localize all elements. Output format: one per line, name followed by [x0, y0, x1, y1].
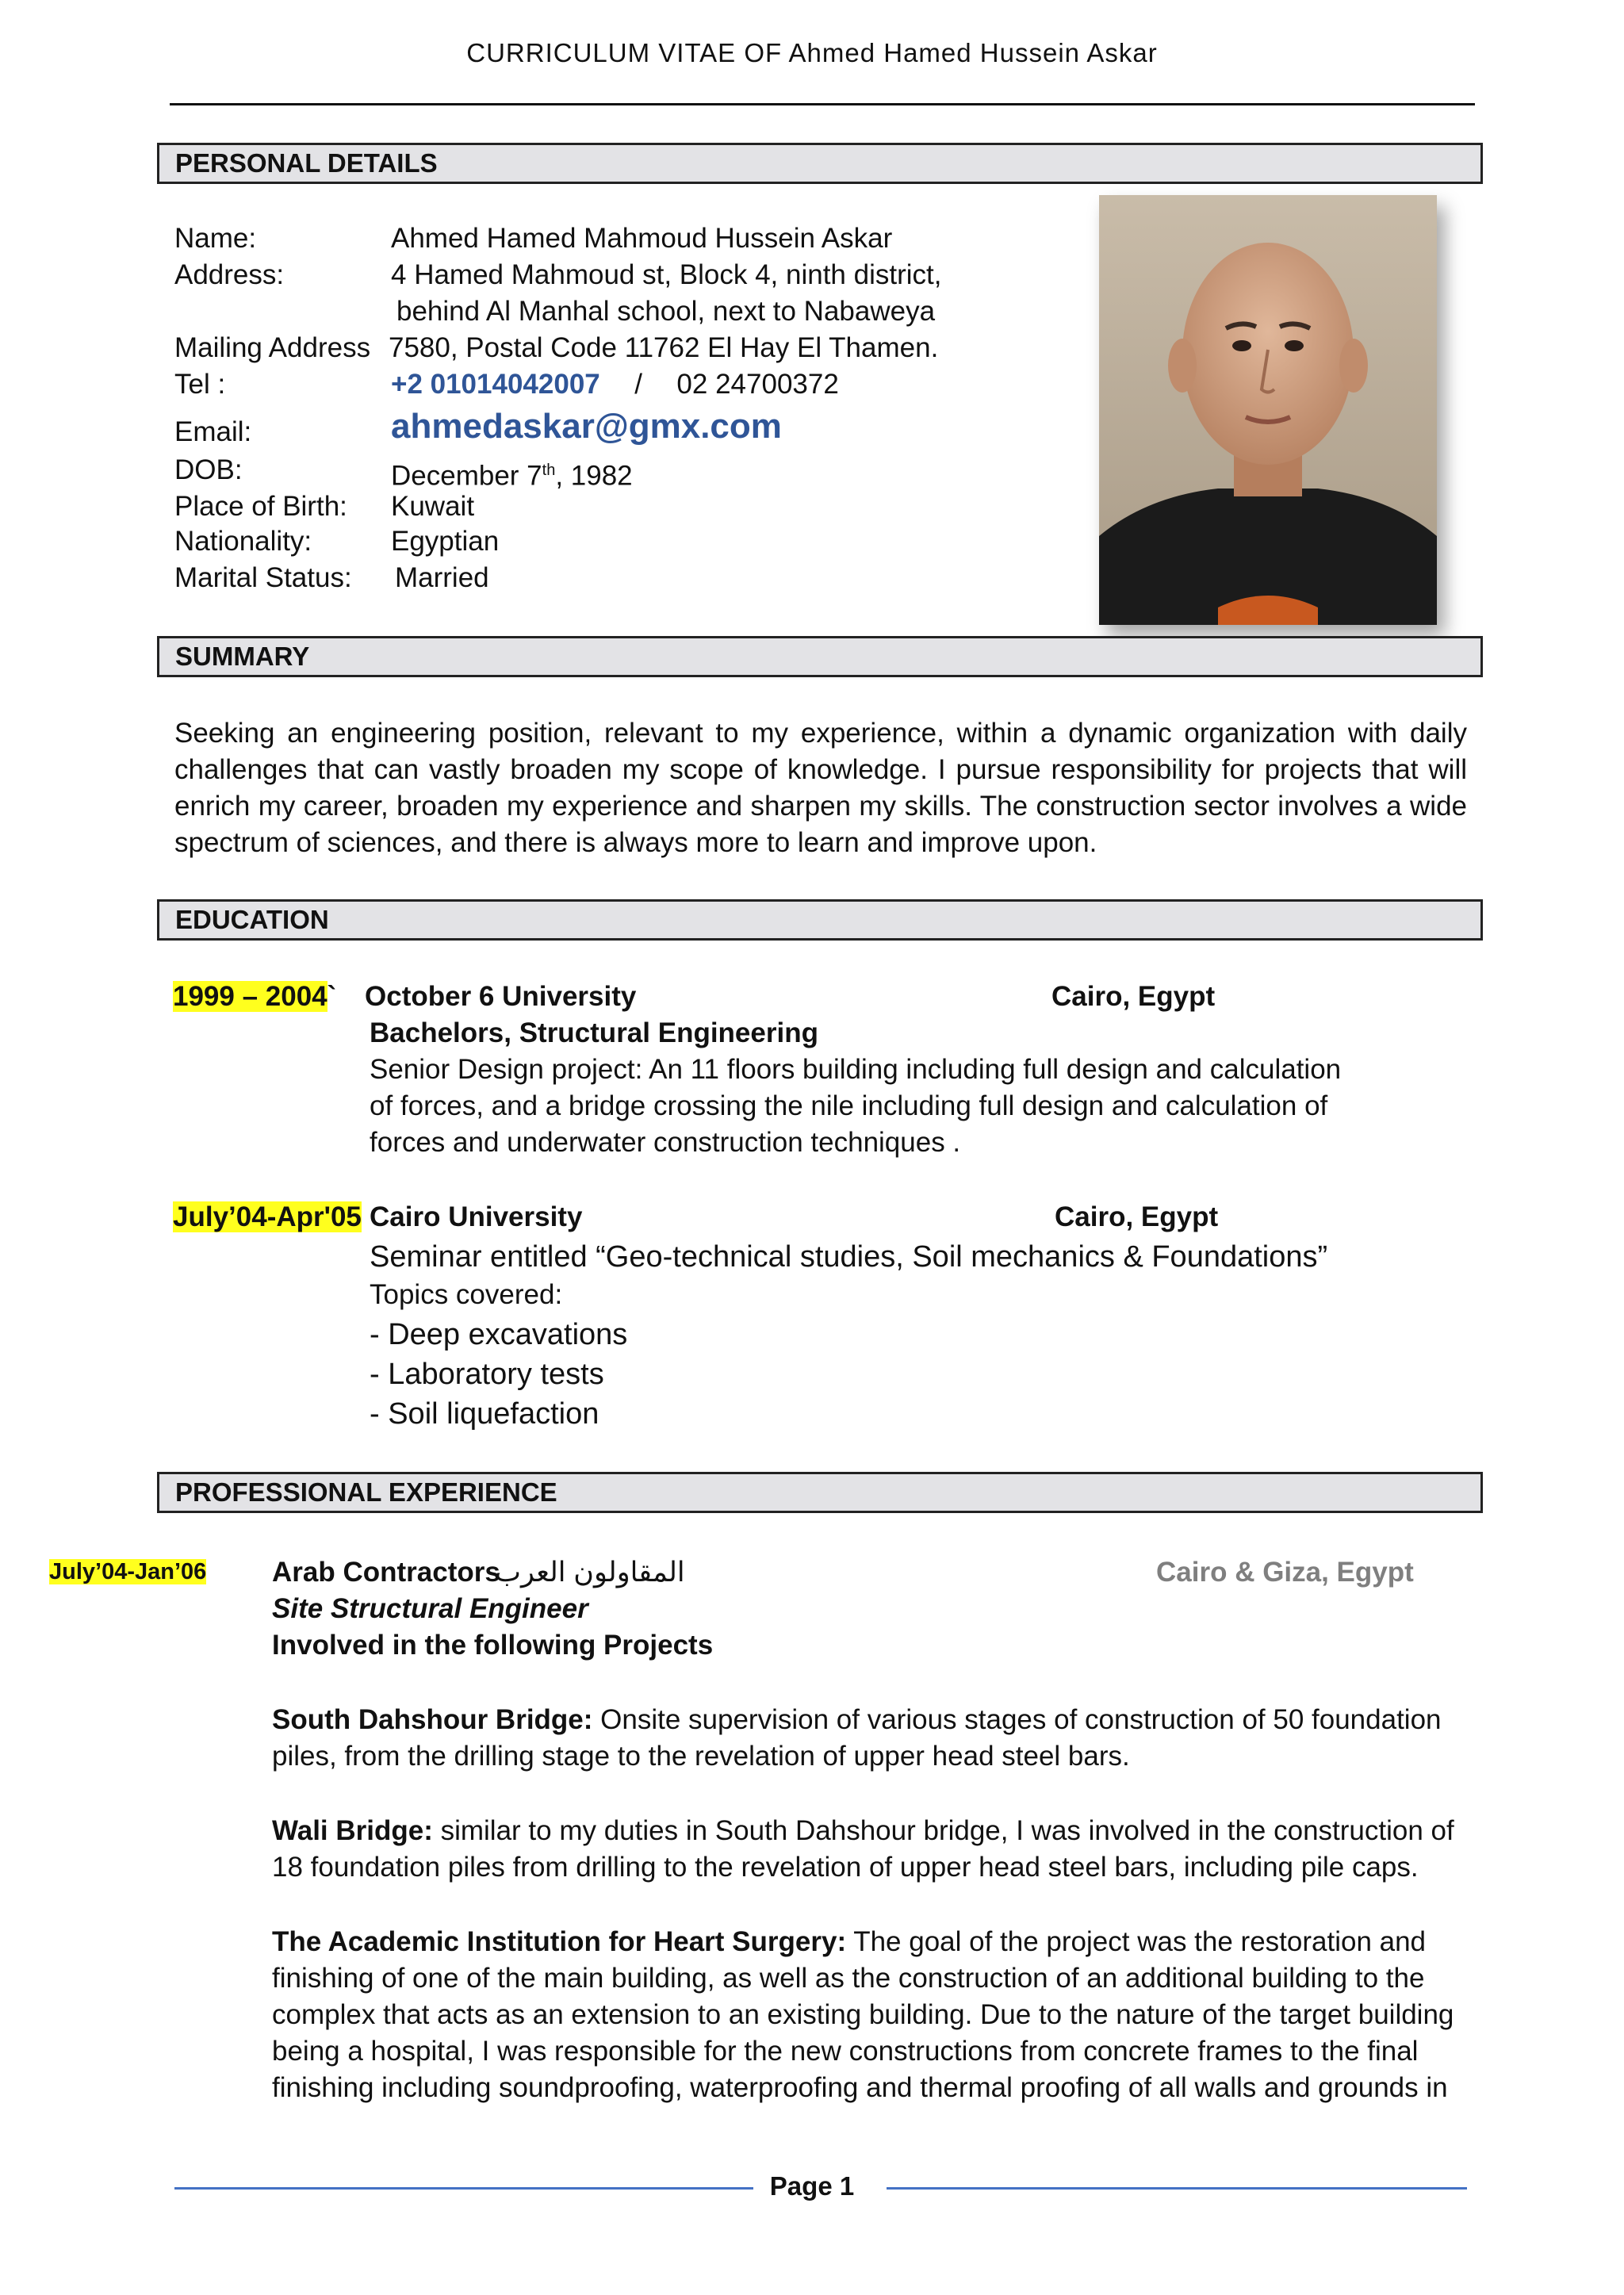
- edu-2-topic: - Deep excavations: [370, 1318, 628, 1351]
- tel-mobile[interactable]: +2 01014042007: [391, 369, 600, 400]
- exp-location: Cairo & Giza, Egypt: [1156, 1557, 1414, 1588]
- address-label: Address:: [174, 259, 285, 290]
- place-of-birth-label: Place of Birth:: [174, 491, 347, 522]
- edu-1-desc-1: Senior Design project: An 11 floors building including full design and calculation: [370, 1054, 1342, 1085]
- project-south-dahshour: South Dahshour Bridge: Onsite supervision of various stages of construction of 50 foundation: [272, 1704, 1442, 1735]
- name-label: Name:: [174, 223, 257, 254]
- section-education: EDUCATION: [157, 899, 1483, 941]
- marital-status-label: Marital Status:: [174, 562, 352, 593]
- project-heart-surgery-line-3: complex that acts as an extension to an existing building. Due to the nature of the target building: [272, 1999, 1454, 2030]
- edu-1-dates: 1999 – 2004`: [173, 981, 337, 1012]
- edu-2-school: Cairo University: [370, 1201, 583, 1232]
- summary-line-2: challenges that can vastly broaden my scope of knowledge. I pursue responsibility for projects that will: [174, 754, 1467, 785]
- email-label: Email:: [174, 416, 252, 447]
- summary-line-3: enrich my career, broaden my experience and sharpen my skills. The construction sector involves a wide: [174, 791, 1467, 822]
- portrait-image: [1099, 195, 1437, 625]
- tel-label: Tel :: [174, 369, 226, 400]
- section-personal-details: PERSONAL DETAILS: [157, 143, 1483, 184]
- marital-status-value: Married: [395, 562, 489, 593]
- edu-1-location: Cairo, Egypt: [1051, 981, 1216, 1012]
- page-number: Page 1: [769, 2171, 855, 2201]
- exp-dates: July’04-Jan’06: [49, 1559, 207, 1584]
- edu-2-topic: - Soil liquefaction: [370, 1397, 599, 1431]
- tel-separator: /: [634, 369, 642, 400]
- exp-company: Arab Contractors: [272, 1557, 500, 1588]
- edu-1-school: October 6 University: [365, 981, 637, 1012]
- exp-role: Site Structural Engineer: [272, 1593, 588, 1624]
- edu-2-seminar: Seminar entitled “Geo-technical studies, Soil mechanics & Foundations”: [370, 1240, 1328, 1274]
- mailing-address-value: 7580, Postal Code 11762 El Hay El Thamen.: [389, 332, 939, 363]
- edu-1-desc-2: of forces, and a bridge crossing the nile including full design and calculation of: [370, 1090, 1328, 1121]
- nationality-label: Nationality:: [174, 526, 312, 557]
- project-heart-surgery-line-4: being a hospital, I was responsible for the new constructions from concrete frames to the final: [272, 2036, 1419, 2067]
- exp-company-arabic: المقاولون العرب: [495, 1557, 685, 1588]
- dob-value: December 7th, 1982: [391, 460, 633, 492]
- profile-photo: [1099, 195, 1437, 625]
- tel-landline: 02 24700372: [676, 369, 839, 400]
- section-professional-experience: PROFESSIONAL EXPERIENCE: [157, 1472, 1483, 1513]
- name-value: Ahmed Hamed Mahmoud Hussein Askar: [391, 223, 893, 254]
- summary-line-1: Seeking an engineering position, relevant to my experience, within a dynamic organization with daily: [174, 718, 1467, 749]
- place-of-birth-value: Kuwait: [391, 491, 475, 522]
- project-heart-surgery-line-5: finishing including soundproofing, waterproofing and thermal proofing of all walls and grounds in: [272, 2072, 1448, 2103]
- project-heart-surgery-line-2: finishing of one of the main building, as well as the construction of an additional building to the: [272, 1963, 1425, 1994]
- edu-2-topics-label: Topics covered:: [370, 1279, 563, 1310]
- dob-label: DOB:: [174, 454, 243, 485]
- exp-involved: Involved in the following Projects: [272, 1630, 714, 1661]
- edu-2-location: Cairo, Egypt: [1055, 1201, 1219, 1232]
- edu-2-dates: July’04-Apr'05: [173, 1201, 362, 1232]
- email-link[interactable]: ahmedaskar@gmx.com: [391, 407, 782, 446]
- project-south-dahshour-line-2: piles, from the drilling stage to the revelation of upper head steel bars.: [272, 1741, 1130, 1772]
- mailing-address-label: Mailing Address: [174, 332, 371, 363]
- document-title: CURRICULUM VITAE OF Ahmed Hamed Hussein Askar: [466, 38, 1158, 67]
- nationality-value: Egyptian: [391, 526, 500, 557]
- section-summary: SUMMARY: [157, 636, 1483, 677]
- project-wali-bridge-line-2: 18 foundation piles from drilling to the revelation of upper head steel bars, including pile caps.: [272, 1852, 1419, 1883]
- edu-1-degree: Bachelors, Structural Engineering: [370, 1017, 818, 1048]
- address-line-1: 4 Hamed Mahmoud st, Block 4, ninth district,: [391, 259, 942, 290]
- edu-2-topic: - Laboratory tests: [370, 1358, 604, 1391]
- address-line-2: behind Al Manhal school, next to Nabaweya: [396, 296, 936, 327]
- header-divider: [170, 103, 1475, 105]
- project-heart-surgery: The Academic Institution for Heart Surgery: The goal of the project was the restoration and: [272, 1926, 1427, 1957]
- project-wali-bridge: Wali Bridge: similar to my duties in South Dahshour bridge, I was involved in the construction of: [272, 1815, 1454, 1846]
- summary-line-4: spectrum of sciences, and there is always more to learn and improve upon.: [174, 827, 1097, 858]
- edu-1-desc-3: forces and underwater construction techniques .: [370, 1127, 961, 1158]
